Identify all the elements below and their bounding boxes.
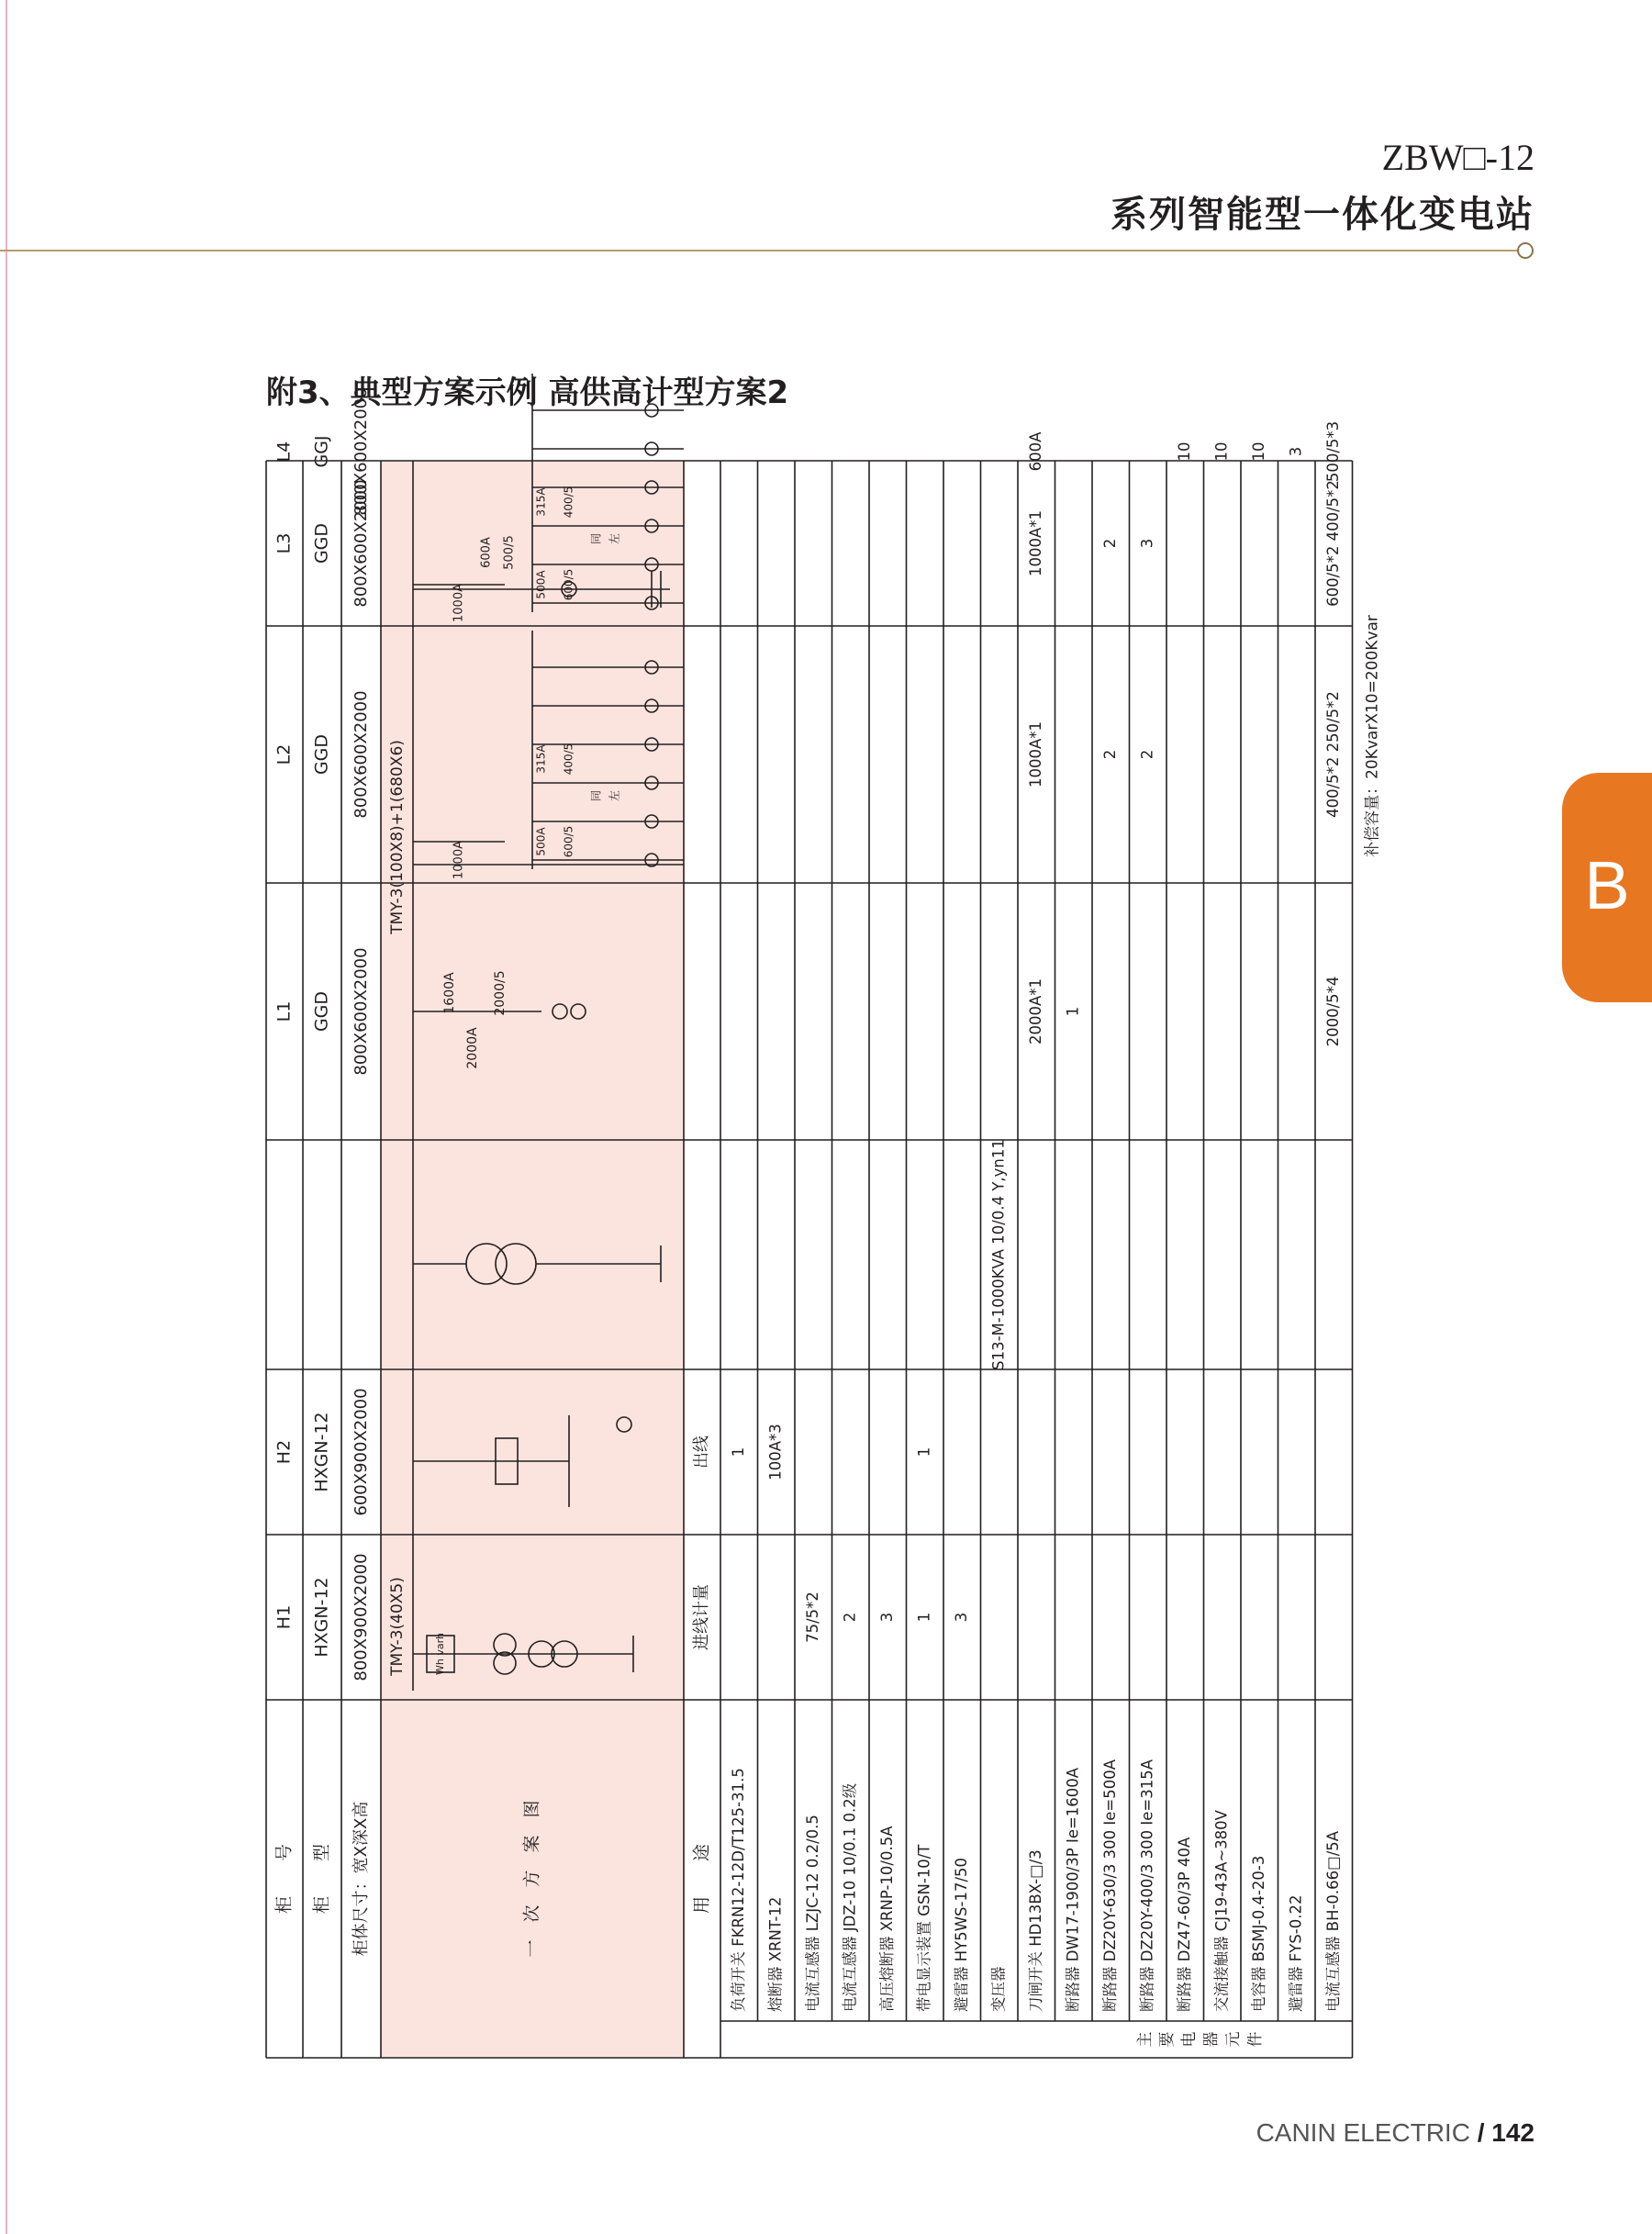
label-main-parts-char: 器: [1202, 2031, 1221, 2048]
component-value: 100A*3: [766, 1424, 785, 1480]
component-name: 避雷器 HY5WS-17/50: [952, 1857, 970, 2012]
section-tab[interactable]: [1562, 773, 1652, 1002]
component-value: 10: [1249, 441, 1267, 462]
left-margin-rule: [6, 0, 7, 2234]
component-value: S13-M-1000KVA 10/0.4 Y,yn11: [989, 1139, 1008, 1370]
cabinet-size: 800X600X2000: [352, 947, 371, 1076]
cabinet-no: L4: [273, 441, 295, 463]
feeder-rating: 1000A: [452, 584, 466, 622]
branch-ct-label: 400/5: [562, 486, 575, 519]
component-value: 1: [1064, 1006, 1082, 1017]
cabinet-size: 800X600X2000: [352, 479, 371, 608]
label-main-parts-char: 件: [1246, 2031, 1265, 2048]
l4-ct: 500/5: [502, 535, 517, 570]
capacity-note: 补偿容量：20KvarX10=200Kvar: [1363, 615, 1382, 857]
section-title: 附3、典型方案示例 高供高计型方案2: [266, 374, 789, 411]
component-name: 电流互感器 JDZ-10 10/0.1 0.2级: [841, 1782, 859, 2012]
l1-ct: 2000/5: [493, 970, 508, 1016]
component-name: 避雷器 FYS-0.22: [1287, 1894, 1305, 2012]
cabinet-no: L2: [273, 743, 295, 765]
branch-rating: 500A: [534, 570, 548, 599]
component-value: 500/5*3: [1323, 420, 1342, 483]
component-name: 高压熔断器 XRNP-10/0.5A: [877, 1826, 896, 2012]
component-value: 2: [1100, 538, 1119, 549]
component-name: 带电显示装置 GSN-10/T: [915, 1844, 933, 2012]
cabinet-no: L3: [273, 532, 295, 554]
component-value: 600/5*2 400/5*2: [1323, 480, 1342, 607]
page-number: 142: [1491, 2118, 1535, 2147]
component-value: 2000A*1: [1026, 977, 1044, 1045]
component-name: 断路器 DW17-1900/3P Ie=1600A: [1064, 1767, 1082, 2012]
component-name: 负荷开关 FKRN12-12D/T125-31.5: [729, 1768, 747, 2012]
label-main-parts-char: 电: [1180, 2031, 1199, 2048]
component-name: 电容器 BSMJ-0.4-20-3: [1249, 1855, 1267, 2012]
cabinet-usage: 进线计量: [692, 1584, 711, 1650]
label-cabinet-no: 柜 号: [273, 1843, 295, 1915]
branch-ct-label: 600/5: [562, 568, 575, 601]
series-model: ZBW□-12: [1381, 137, 1535, 178]
component-name: 电流互感器 LZJC-12 0.2/0.5: [803, 1815, 821, 2012]
l1-rating: 1600A: [442, 972, 457, 1014]
label-main-parts-char: 要: [1158, 2031, 1177, 2048]
component-name: 电流互感器 BH-0.66□/5A: [1323, 1830, 1342, 2012]
label-diagram: 一 次 方 案 图: [521, 1800, 542, 1958]
component-name: 变压器: [989, 1966, 1008, 2012]
section-tab-label: B: [1584, 847, 1630, 923]
cabinet-no: H1: [273, 1604, 295, 1630]
series-title: 系列智能型一体化变电站: [1111, 194, 1535, 236]
branch-rating: 315A: [534, 744, 548, 774]
component-value: 3: [1138, 538, 1156, 549]
component-value: 600A: [1026, 431, 1044, 472]
branch-rating: 315A: [534, 487, 548, 517]
cabinet-type: HXGN-12: [311, 1577, 332, 1658]
lv-bus-label: TMY-3(100X8)+1(680X6): [388, 740, 407, 934]
cabinet-type: HXGN-12: [311, 1412, 332, 1492]
footer-brand: CANIN ELECTRIC: [1256, 2118, 1470, 2147]
cabinet-usage: 出线: [692, 1435, 711, 1469]
cabinet-type: GGD: [311, 522, 332, 564]
cabinet-no: L1: [273, 1000, 295, 1022]
same-label: 同: [589, 789, 603, 802]
l1-rating: 2000A: [465, 1027, 480, 1069]
component-value: 1: [915, 1447, 933, 1458]
cabinet-size: 800X600X2000: [352, 690, 371, 819]
component-value: 2: [1138, 749, 1156, 760]
component-value: 2: [841, 1612, 859, 1623]
component-value: 3: [877, 1612, 896, 1623]
footer-sep: /: [1469, 2118, 1492, 2147]
cabinet-type: GGJ: [311, 435, 332, 468]
cabinet-type: GGD: [311, 990, 332, 1033]
label-usage: 用 途: [691, 1843, 712, 1915]
footer: [1256, 2118, 1535, 2148]
same-label: 同: [589, 532, 603, 545]
cabinet-no: H2: [273, 1439, 295, 1465]
component-value: 3: [1287, 446, 1305, 457]
header-rule: [0, 250, 1519, 251]
component-value: 1: [915, 1612, 933, 1623]
component-value: 2: [1100, 749, 1119, 760]
cabinet-size: 600X900X2000: [352, 1388, 371, 1516]
cabinet-size: 800X900X2000: [352, 1553, 371, 1681]
cabinet-size: 800X600X2000: [352, 387, 371, 516]
component-value: 1000A*1: [1026, 509, 1044, 577]
label-main-parts-char: 主: [1136, 2031, 1155, 2048]
component-value: 2000/5*4: [1323, 976, 1342, 1047]
component-value: 10: [1175, 441, 1193, 462]
branch-ct-label: 400/5: [562, 743, 575, 776]
feeder-rating: 1000A: [452, 841, 466, 879]
label-main-parts-char: 元: [1224, 2031, 1243, 2048]
component-value: 3: [952, 1612, 970, 1623]
component-name: 交流接触器 CJ19-43A~380V: [1212, 1810, 1231, 2012]
component-value: 1000A*1: [1026, 720, 1044, 788]
component-name: 熔断器 XRNT-12: [766, 1896, 785, 2012]
header-rule-dot: [1517, 242, 1534, 259]
hv-bus-label: TMY-3(40X5): [388, 1577, 407, 1676]
left-label: 左: [608, 532, 621, 545]
left-label: 左: [608, 789, 621, 802]
component-value: 10: [1212, 441, 1231, 462]
l4-rating: 600A: [479, 537, 494, 568]
component-value: 400/5*2 250/5*2: [1323, 691, 1342, 818]
branch-ct-label: 600/5: [562, 825, 575, 858]
component-value: 1: [729, 1447, 747, 1458]
cabinet-type: GGD: [311, 733, 332, 776]
label-size: 柜体尺寸：宽X深X高: [352, 1801, 371, 1957]
label-cabinet-type: 柜 型: [311, 1843, 332, 1915]
component-name: 断路器 DZ47-60/3P 40A: [1175, 1837, 1193, 2012]
component-name: 断路器 DZ20Y-400/3 300 Ie=315A: [1138, 1759, 1156, 2012]
component-name: 刀闸开关 HD13BX-□/3: [1026, 1849, 1044, 2012]
meter-label: Wh varh: [434, 1633, 446, 1675]
branch-rating: 500A: [534, 827, 548, 856]
component-value: 75/5*2: [803, 1592, 821, 1643]
component-name: 断路器 DZ20Y-630/3 300 Ie=500A: [1100, 1759, 1119, 2012]
